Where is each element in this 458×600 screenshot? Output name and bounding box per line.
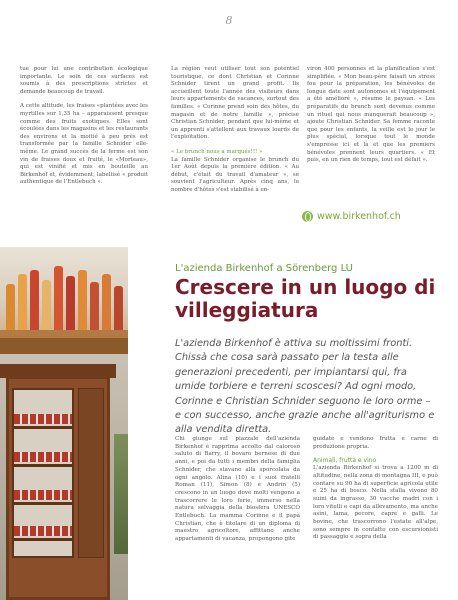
cabinet-shelf	[12, 426, 74, 429]
article-column-2	[313, 436, 438, 542]
bottle	[18, 274, 27, 332]
website-url: www.birkenhof.ch	[317, 210, 401, 222]
bottles-photo	[0, 247, 128, 354]
paragraph: La région veut utiliser tout son potentiel touristique, ce dont Christian et Corinne Schnider tirent un grand profit. Ils accueillent toute l'année des visiteurs dans leurs appartements de vacances, surtout des familles. « Corinne prend soin des hôtes, du magasin et de notre famille », précise Christian Schnider, pendant que lui-même et un apprenti s'attellent aux travaux lourds de l'exploitation.	[171, 66, 299, 141]
jar-row	[14, 414, 72, 424]
bottle	[54, 266, 63, 332]
french-column-2	[171, 66, 299, 202]
bottle	[66, 276, 75, 332]
counter	[0, 338, 128, 354]
paragraph: tue pour lui une contribution écologique importante. Le soin de ces surfaces est soumis à des prescriptions strictes et demande beaucoup de travail.	[20, 66, 148, 95]
cabinet-shelf	[12, 538, 74, 541]
paragraph: guidate e vendono frutta e carne di produzione propria.	[313, 436, 438, 450]
shelf	[0, 330, 128, 338]
jar-row	[14, 490, 72, 500]
bottle	[42, 280, 51, 332]
article-lead: L'azienda Birkenhof è attiva su moltissimi fronti. Chissà che cosa sarà passato per la testa alle generazioni precedenti, per impiantarsi qui, fra umide torbiere e terreni scoscesi? Ad ogni modo, Corinne e Christian Schnider seguono le loro orme – e con successo, anche grazie anche all'agriturismo e alla vendita diretta.	[175, 338, 435, 436]
article-headline: Crescere in un luogo di villeggiatura	[175, 275, 436, 322]
paragraph: La famille Schnider organise le brunch du 1er Août depuis la première édition. « Au début, c'était du travail d'amateur », se souvient l'agriculteur. Après cinq ans, le nombre d'hôtes s'est stabilisé à en-	[171, 156, 299, 193]
french-column-1	[20, 66, 148, 194]
article-column-1	[175, 436, 300, 544]
bottle	[30, 270, 39, 332]
bottle	[114, 286, 123, 332]
page-number: 8	[225, 14, 233, 27]
plants	[114, 434, 128, 554]
paragraph: Chi giunge sul piazzale dell'azienda Birkenhof è rapprima accolto dal caloroso saluto di Barry, il bovaro bernese di due anni, e poi da tutti i membri della famiglia Schnider, che stavano alla sporcolata da ogni angolo. Alina (10) e i suoi fratelli Roman (11), Simon (8) e Andrin (5) crescono in un luogo dove molti vengono a trascorrere le loro ferie, immerso nella natura selvaggia della biosfera UNESCO Entlebuch. La mamma Corinne e il papà Christian, che è titolare di un diploma di maestro agricoltore, affittano anche appartamenti di vacanza, propongono gite	[175, 436, 300, 543]
cabinet-shelf	[12, 502, 74, 505]
french-column-3	[307, 66, 435, 172]
section-subheading: « Le brunch nous a marqués!!! »	[171, 148, 263, 155]
cabinet-door	[78, 388, 104, 558]
paragraph: viron 400 personnes et la planification s'est simplifiée. « Mon beau-père faisait un stress fou pour la préparation, les bénévoles de longue date sont autonomes et l'équipement a été amélioré », résume le paysan. « Les préparatifs du brunch sont devenus comme un rituel qui nous manquerait beaucoup », ajoute Christian Schnider. Sa femme raconte que pour les enfants, la veille est le jour le plus spécial, lorsque tout le monde s'empresse ici et là et que les premiers bénévoles prennent leurs quartiers. « Et puis, en un rien de temps, tout est défait ».	[307, 66, 435, 164]
jar-row	[14, 526, 72, 536]
section-subheading: Animali, frutta e vino	[313, 457, 377, 465]
bottle	[6, 284, 15, 332]
jar-row	[14, 452, 72, 462]
paragraph: A cette altitude, les fraises «plantées avec les myrtilles sur 1,35 ha – apparaissent presque comme des fruits exotiques. Elles sont écoulées dans les magasins et les restaurants des environs et la moitié à peu près est transformée par la famille Schnider elle-même. Le grand succès de la ferme est son vin de fraises doux et fruité, le «Morteau», qui est vinifié et mis en bouteille au Birkenhof et, évidemment, labellisé « produit authentique de l'Entlebuch ».	[20, 103, 148, 186]
article-kicker: L'azienda Birkenhof a Sörenberg LU	[175, 263, 353, 274]
bottle	[78, 270, 87, 332]
cabinet-photo	[0, 354, 128, 600]
paragraph: L'azienda Birkenhof si trova a 1200 m di altitudine, nella zona di montagna III, e può contare su 90 ha di superficie agricola utile e 25 ha di bosco. Nella stalla vivono 80 suini da ingrasso, 30 vacche madri con i loro vitelli e capi da allevamento, ma anche asini, lama, pecore, capre e galli. Le bovine, che trascorrono l'estate all'alpe, sono sempre in contatto con escursionisti di passaggio e sopra della	[313, 465, 438, 541]
cabinet-shelf	[12, 464, 74, 467]
bottle	[102, 274, 111, 332]
globe-icon	[302, 211, 313, 222]
bottle	[90, 282, 99, 332]
website-link[interactable]	[302, 209, 401, 223]
